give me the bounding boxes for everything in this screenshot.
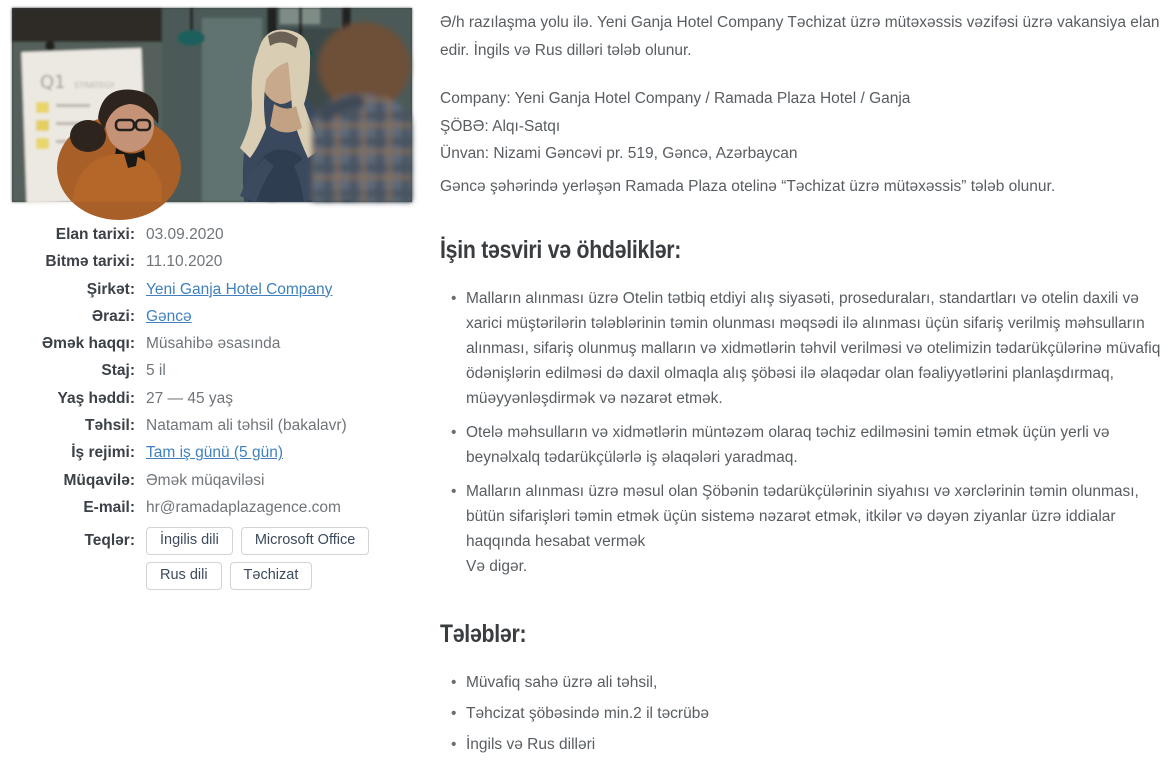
contract-value: Əmək müqaviləsi <box>146 471 265 489</box>
list-item <box>466 670 1165 695</box>
office-meeting-photo-graphic <box>12 8 412 202</box>
job-duties-list <box>440 286 1165 579</box>
detail-row-company <box>12 276 412 303</box>
list-item <box>466 732 1165 757</box>
svg-text:STRATEGY: STRATEGY <box>74 81 115 90</box>
announce-date-value: 03.09.2020 <box>146 226 224 243</box>
salary-value: Müsahibə əsasında <box>146 335 281 353</box>
detail-row-education <box>12 412 412 439</box>
tags-label: Teqlər: <box>84 532 135 550</box>
detail-label: Şirkət: <box>86 280 135 298</box>
address-line: Ünvan: Nizami Gəncəvi pr. 519, Gəncə, Azərbaycan <box>440 145 798 162</box>
tag-supply[interactable]: Təchizat <box>230 562 313 590</box>
tag-microsoft-office[interactable]: Microsoft Office <box>241 527 369 555</box>
work-mode-link[interactable]: Tam iş günü (5 gün) <box>146 444 283 462</box>
vacancy-description <box>440 8 1165 763</box>
experience-value: 5 il <box>146 362 166 380</box>
detail-label: Staj: <box>101 362 135 380</box>
vacancy-sidebar <box>12 8 412 763</box>
education-value: Natamam ali təhsil (bakalavr) <box>146 417 347 435</box>
detail-label: Təhsil: <box>85 417 135 435</box>
detail-row-contract <box>12 467 412 494</box>
tags-box <box>146 527 386 597</box>
detail-row-announce-date <box>12 221 412 248</box>
summary-paragraph: Gəncə şəhərində yerləşən Ramada Plaza otelinə “Təchizat üzrə mütəxəssis” tələb olunur. <box>440 177 1056 195</box>
requirement-text: • Müvafiq sahə üzrə ali təhsil, <box>466 673 658 691</box>
detail-row-end-date <box>12 248 412 275</box>
tag-russian[interactable]: Rus dili <box>146 562 222 590</box>
tag-english[interactable]: İngilis dili <box>146 527 233 555</box>
region-link[interactable]: Gəncə <box>146 307 192 325</box>
detail-row-email <box>12 494 412 521</box>
detail-label: Bitmə tarixi: <box>45 253 135 271</box>
requirements-heading: Tələblər: <box>440 619 527 648</box>
end-date-value: 11.10.2020 <box>146 253 223 271</box>
list-item <box>466 701 1165 726</box>
detail-label: Ərazi: <box>91 307 135 325</box>
detail-label: İş rejimi: <box>71 444 135 462</box>
list-item <box>466 479 1165 579</box>
duty-text: • Malların alınması üzrə Otelin tətbiq etdiyi alış siyasəti, proseduraları, standartları və otelin daxili və xarici müştərilərin tələblərinin təmin olunması məqsədi ilə alınması üçün sifariş verilmiş məhsulların alınması, sifariş olunmuş malların və xidmətlərin təhvil verilməsi və otelimizin tədarükçülərinə müvafiq ödənişlərin edilməsi də daxil olmaqla alış şöbəsi ilə əlaqədar olan fəaliyyətlərini planlaşdırmaq, müəyyənləşdirmək və nəzarət etmək. <box>466 289 1161 407</box>
duty-text: • Otelə məhsulların və xidmətlərin müntəzəm olaraq təchiz edilməsini təmin etmək üçün yerli və beynəlxalq tədarükçülərlə iş əlaqələri yaradmaq. <box>466 423 1110 466</box>
detail-row-tags <box>12 527 412 597</box>
company-link[interactable]: Yeni Ganja Hotel Company <box>146 280 333 298</box>
detail-label: Elan tarixi: <box>55 226 135 243</box>
detail-label: Yaş həddi: <box>57 389 135 407</box>
detail-row-region <box>12 303 412 330</box>
department-line: ŞÖBƏ: Alqı-Satqı <box>440 117 561 135</box>
job-description-heading: İşin təsviri və öhdəliklər: <box>440 235 682 264</box>
detail-row-experience <box>12 357 412 384</box>
svg-text:Q1: Q1 <box>40 72 66 93</box>
requirement-text: • İngils və Rus dilləri <box>466 735 596 753</box>
detail-row-salary <box>12 330 412 357</box>
requirements-list <box>440 670 1165 757</box>
company-info-block <box>440 85 1165 168</box>
email-value: hr@ramadaplazagence.com <box>146 498 341 516</box>
list-item <box>466 420 1165 470</box>
detail-row-work-mode <box>12 439 412 466</box>
company-line: Company: Yeni Ganja Hotel Company / Ramada Plaza Hotel / Ganja <box>440 90 911 107</box>
duty-text: • Malların alınması üzrə məsul olan Şöbənin tədarükçülərinin siyahısı və xərclərinin təmin olunması, bütün sifarişləri təmin etmək üçün sistemə nəzarət etmək, itkilər və dəyən ziyanlar üzrə iddialar haqqında hesabat vermək <box>466 482 1139 550</box>
age-value: 27 — 45 yaş <box>146 389 234 407</box>
vacancy-details-list <box>12 221 412 597</box>
detail-label: Müqavilə: <box>63 471 135 489</box>
detail-label: E-mail: <box>83 498 135 516</box>
intro-paragraph: Ə/h razılaşma yolu ilə. Yeni Ganja Hotel Company Təchizat üzrə mütəxəssis vəzifəsi üzrə vakansiya elan edir. İngils və Rus dilləri tələb olunur. <box>440 14 1160 59</box>
office-meeting-photo <box>12 8 412 202</box>
requirement-text: • Təhcizat şöbəsində min.2 il təcrübə <box>466 704 709 722</box>
detail-label: Əmək haqqı: <box>41 335 135 353</box>
duty-text-extra: Və digər. <box>466 557 528 575</box>
detail-row-age <box>12 385 412 412</box>
list-item <box>466 286 1165 411</box>
